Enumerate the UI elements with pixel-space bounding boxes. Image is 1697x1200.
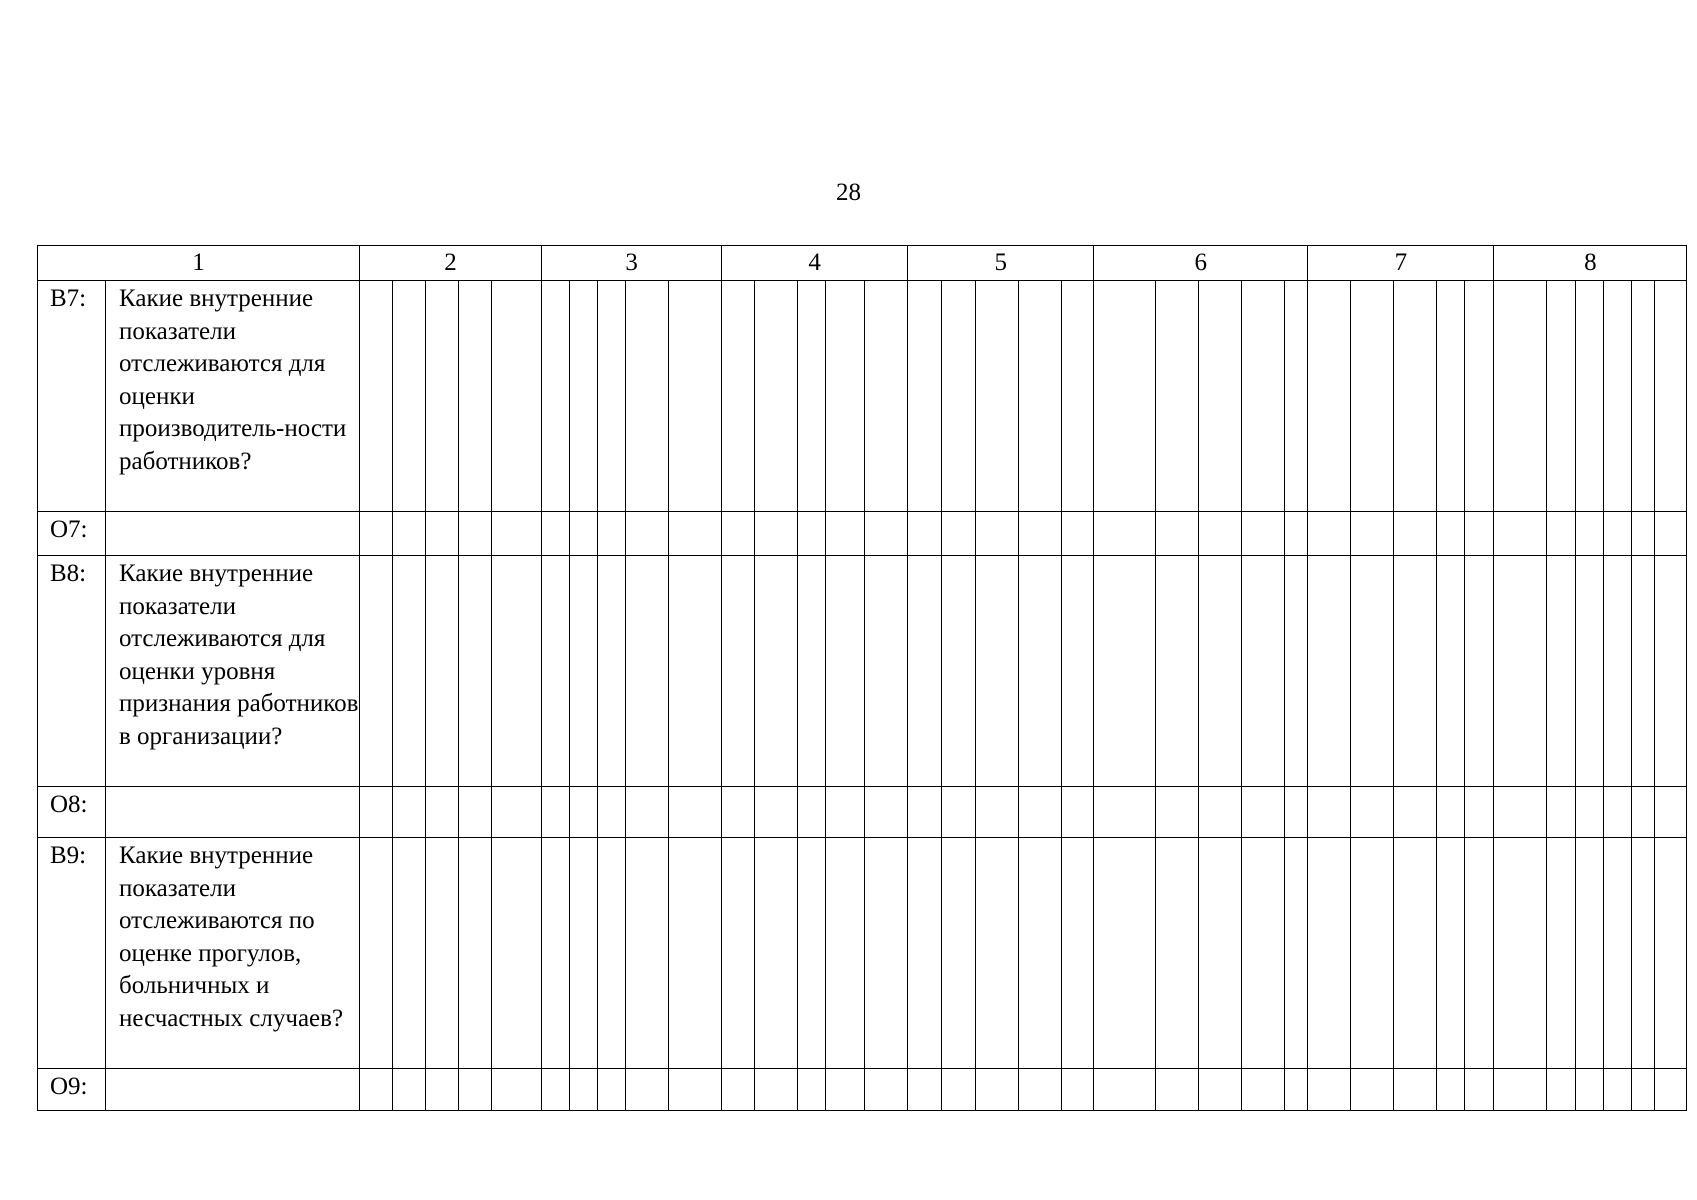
grid-cell[interactable] bbox=[1062, 1069, 1094, 1111]
row-code: О8: bbox=[38, 787, 106, 838]
grid-cell[interactable] bbox=[1394, 512, 1437, 556]
grid-cell[interactable] bbox=[393, 787, 426, 838]
header-col-7: 7 bbox=[1308, 246, 1494, 281]
grid-cell[interactable] bbox=[570, 512, 598, 556]
answer-row-o8 bbox=[38, 787, 1687, 838]
grid-cell[interactable] bbox=[1094, 838, 1156, 1069]
grid-cell[interactable] bbox=[1465, 556, 1494, 787]
grid-cell[interactable] bbox=[908, 1069, 942, 1111]
grid-cell[interactable] bbox=[1156, 512, 1199, 556]
grid-cell[interactable] bbox=[669, 556, 722, 787]
grid-cell[interactable] bbox=[1019, 838, 1062, 1069]
grid-cell[interactable] bbox=[798, 787, 826, 838]
header-col-4: 4 bbox=[722, 246, 908, 281]
grid-cell[interactable] bbox=[1394, 1069, 1437, 1111]
grid-cell[interactable] bbox=[1308, 281, 1351, 512]
grid-cell[interactable] bbox=[1494, 787, 1547, 838]
grid-cell[interactable] bbox=[542, 281, 570, 512]
grid-cell[interactable] bbox=[360, 281, 393, 512]
grid-cell[interactable] bbox=[426, 512, 459, 556]
grid-cell[interactable] bbox=[542, 512, 570, 556]
grid-cell[interactable] bbox=[1655, 1069, 1687, 1111]
grid-cell[interactable] bbox=[669, 838, 722, 1069]
grid-cell[interactable] bbox=[1351, 787, 1394, 838]
question-row-b7 bbox=[38, 281, 1687, 512]
grid-cell[interactable] bbox=[722, 1069, 755, 1111]
grid-cell[interactable] bbox=[1308, 556, 1351, 787]
grid-cell[interactable] bbox=[360, 512, 393, 556]
grid-cell[interactable] bbox=[1576, 1069, 1604, 1111]
grid-cell[interactable] bbox=[570, 556, 598, 787]
grid-cell[interactable] bbox=[1655, 838, 1687, 1069]
answer-field[interactable] bbox=[106, 512, 360, 556]
answer-field[interactable] bbox=[106, 787, 360, 838]
grid-cell[interactable] bbox=[1062, 281, 1094, 512]
grid-cell[interactable] bbox=[826, 1069, 865, 1111]
answer-field[interactable] bbox=[106, 1069, 360, 1111]
grid-cell[interactable] bbox=[1285, 512, 1308, 556]
grid-cell[interactable] bbox=[1465, 838, 1494, 1069]
grid-cell[interactable] bbox=[1632, 787, 1655, 838]
grid-cell[interactable] bbox=[459, 512, 492, 556]
grid-cell[interactable] bbox=[976, 787, 1019, 838]
grid-cell[interactable] bbox=[865, 787, 908, 838]
grid-cell[interactable] bbox=[1547, 512, 1576, 556]
grid-cell[interactable] bbox=[976, 838, 1019, 1069]
header-col-2: 2 bbox=[360, 246, 542, 281]
grid-cell[interactable] bbox=[1308, 512, 1351, 556]
grid-cell[interactable] bbox=[1576, 512, 1604, 556]
grid-cell[interactable] bbox=[1547, 787, 1576, 838]
grid-cell[interactable] bbox=[1094, 556, 1156, 787]
grid-cell[interactable] bbox=[492, 1069, 542, 1111]
grid-cell[interactable] bbox=[976, 1069, 1019, 1111]
grid-cell[interactable] bbox=[1156, 556, 1199, 787]
header-col-8: 8 bbox=[1494, 246, 1687, 281]
header-col-5: 5 bbox=[908, 246, 1094, 281]
grid-cell[interactable] bbox=[1242, 556, 1285, 787]
grid-cell[interactable] bbox=[1437, 556, 1465, 787]
grid-cell[interactable] bbox=[1019, 1069, 1062, 1111]
grid-cell[interactable] bbox=[1308, 1069, 1351, 1111]
grid-cell[interactable] bbox=[1394, 556, 1437, 787]
grid-cell[interactable] bbox=[865, 1069, 908, 1111]
grid-cell[interactable] bbox=[826, 556, 865, 787]
grid-cell[interactable] bbox=[1437, 838, 1465, 1069]
grid-cell[interactable] bbox=[360, 787, 393, 838]
grid-cell[interactable] bbox=[1576, 838, 1604, 1069]
grid-cell[interactable] bbox=[598, 512, 626, 556]
grid-cell[interactable] bbox=[908, 512, 942, 556]
grid-cell[interactable] bbox=[426, 1069, 459, 1111]
grid-cell[interactable] bbox=[798, 281, 826, 512]
grid-cell[interactable] bbox=[798, 512, 826, 556]
grid-cell[interactable] bbox=[492, 838, 542, 1069]
grid-cell[interactable] bbox=[1576, 281, 1604, 512]
grid-cell[interactable] bbox=[393, 512, 426, 556]
grid-cell[interactable] bbox=[669, 787, 722, 838]
grid-cell[interactable] bbox=[1465, 787, 1494, 838]
grid-cell[interactable] bbox=[1156, 1069, 1199, 1111]
grid-cell[interactable] bbox=[626, 1069, 669, 1111]
grid-cell[interactable] bbox=[1242, 512, 1285, 556]
grid-cell[interactable] bbox=[1019, 556, 1062, 787]
grid-cell[interactable] bbox=[1285, 556, 1308, 787]
grid-cell[interactable] bbox=[669, 1069, 722, 1111]
grid-cell[interactable] bbox=[755, 1069, 798, 1111]
row-code: О7: bbox=[38, 512, 106, 556]
grid-cell[interactable] bbox=[1437, 512, 1465, 556]
grid-cell[interactable] bbox=[542, 787, 570, 838]
grid-cell[interactable] bbox=[1494, 512, 1547, 556]
grid-cell[interactable] bbox=[393, 1069, 426, 1111]
header-col-3: 3 bbox=[542, 246, 722, 281]
question-text: Какие внутренние показатели отслеживаются для оценки уровня признания работников в организации? bbox=[106, 556, 360, 787]
question-text: Какие внутренние показатели отслеживаются по оценке прогулов, больничных и несчастных случаев? bbox=[106, 838, 360, 1069]
grid-cell[interactable] bbox=[626, 281, 669, 512]
grid-cell[interactable] bbox=[1199, 281, 1242, 512]
grid-cell[interactable] bbox=[755, 556, 798, 787]
grid-cell[interactable] bbox=[360, 1069, 393, 1111]
grid-cell[interactable] bbox=[570, 1069, 598, 1111]
grid-cell[interactable] bbox=[626, 512, 669, 556]
grid-cell[interactable] bbox=[1604, 512, 1632, 556]
grid-cell[interactable] bbox=[1019, 512, 1062, 556]
grid-cell[interactable] bbox=[722, 512, 755, 556]
grid-cell[interactable] bbox=[542, 556, 570, 787]
grid-cell[interactable] bbox=[1394, 281, 1437, 512]
grid-cell[interactable] bbox=[1199, 512, 1242, 556]
grid-cell[interactable] bbox=[669, 512, 722, 556]
grid-cell[interactable] bbox=[459, 556, 492, 787]
grid-cell[interactable] bbox=[598, 1069, 626, 1111]
grid-cell[interactable] bbox=[393, 838, 426, 1069]
grid-cell[interactable] bbox=[908, 281, 942, 512]
grid-cell[interactable] bbox=[1199, 787, 1242, 838]
grid-cell[interactable] bbox=[722, 787, 755, 838]
grid-cell[interactable] bbox=[942, 556, 976, 787]
grid-cell[interactable] bbox=[1308, 787, 1351, 838]
grid-cell[interactable] bbox=[1156, 281, 1199, 512]
grid-cell[interactable] bbox=[1199, 838, 1242, 1069]
grid-cell[interactable] bbox=[1465, 1069, 1494, 1111]
grid-cell[interactable] bbox=[976, 556, 1019, 787]
grid-cell[interactable] bbox=[426, 838, 459, 1069]
row-code: В8: bbox=[38, 556, 106, 787]
grid-cell[interactable] bbox=[826, 838, 865, 1069]
grid-cell[interactable] bbox=[1632, 838, 1655, 1069]
grid-cell[interactable] bbox=[1199, 556, 1242, 787]
grid-cell[interactable] bbox=[942, 1069, 976, 1111]
grid-cell[interactable] bbox=[755, 512, 798, 556]
question-row-b9 bbox=[38, 838, 1687, 1069]
question-row-b8 bbox=[38, 556, 1687, 787]
grid-cell[interactable] bbox=[1285, 838, 1308, 1069]
grid-cell[interactable] bbox=[1285, 281, 1308, 512]
grid-cell[interactable] bbox=[626, 787, 669, 838]
grid-cell[interactable] bbox=[798, 1069, 826, 1111]
grid-cell[interactable] bbox=[1465, 512, 1494, 556]
grid-cell[interactable] bbox=[942, 787, 976, 838]
grid-cell[interactable] bbox=[1494, 281, 1547, 512]
grid-cell[interactable] bbox=[826, 787, 865, 838]
grid-cell[interactable] bbox=[1199, 1069, 1242, 1111]
grid-cell[interactable] bbox=[1576, 787, 1604, 838]
grid-cell[interactable] bbox=[1604, 787, 1632, 838]
grid-cell[interactable] bbox=[1019, 787, 1062, 838]
grid-cell[interactable] bbox=[1094, 787, 1156, 838]
grid-cell[interactable] bbox=[1604, 1069, 1632, 1111]
grid-cell[interactable] bbox=[1351, 838, 1394, 1069]
grid-cell[interactable] bbox=[598, 556, 626, 787]
grid-cell[interactable] bbox=[542, 1069, 570, 1111]
page-number: 28 bbox=[836, 179, 861, 206]
grid-cell[interactable] bbox=[1632, 281, 1655, 512]
grid-cell[interactable] bbox=[360, 838, 393, 1069]
grid-cell[interactable] bbox=[976, 281, 1019, 512]
grid-cell[interactable] bbox=[908, 787, 942, 838]
grid-cell[interactable] bbox=[1242, 1069, 1285, 1111]
grid-cell[interactable] bbox=[1156, 838, 1199, 1069]
grid-cell[interactable] bbox=[1351, 556, 1394, 787]
grid-cell[interactable] bbox=[492, 512, 542, 556]
grid-cell[interactable] bbox=[1351, 1069, 1394, 1111]
grid-cell[interactable] bbox=[426, 556, 459, 787]
grid-cell[interactable] bbox=[1094, 281, 1156, 512]
row-code: В9: bbox=[38, 838, 106, 1069]
grid-cell[interactable] bbox=[393, 556, 426, 787]
grid-cell[interactable] bbox=[1156, 787, 1199, 838]
survey-table bbox=[37, 245, 1687, 1111]
header-row bbox=[38, 246, 1687, 281]
grid-cell[interactable] bbox=[570, 787, 598, 838]
grid-cell[interactable] bbox=[570, 281, 598, 512]
grid-cell[interactable] bbox=[1242, 787, 1285, 838]
answer-row-o7 bbox=[38, 512, 1687, 556]
grid-cell[interactable] bbox=[798, 556, 826, 787]
grid-cell[interactable] bbox=[1494, 556, 1547, 787]
grid-cell[interactable] bbox=[669, 281, 722, 512]
header-col-1: 1 bbox=[38, 246, 360, 281]
grid-cell[interactable] bbox=[542, 838, 570, 1069]
grid-cell[interactable] bbox=[426, 281, 459, 512]
grid-cell[interactable] bbox=[1437, 281, 1465, 512]
grid-cell[interactable] bbox=[1547, 838, 1576, 1069]
grid-cell[interactable] bbox=[1655, 787, 1687, 838]
grid-cell[interactable] bbox=[1094, 512, 1156, 556]
grid-cell[interactable] bbox=[1632, 1069, 1655, 1111]
grid-cell[interactable] bbox=[1604, 838, 1632, 1069]
grid-cell[interactable] bbox=[1547, 556, 1576, 787]
grid-cell[interactable] bbox=[798, 838, 826, 1069]
grid-cell[interactable] bbox=[908, 556, 942, 787]
grid-cell[interactable] bbox=[1242, 838, 1285, 1069]
grid-cell[interactable] bbox=[722, 281, 755, 512]
grid-cell[interactable] bbox=[459, 281, 492, 512]
grid-cell[interactable] bbox=[1242, 281, 1285, 512]
grid-cell[interactable] bbox=[942, 281, 976, 512]
grid-cell[interactable] bbox=[942, 512, 976, 556]
row-code: В7: bbox=[38, 281, 106, 512]
grid-cell[interactable] bbox=[1351, 281, 1394, 512]
grid-cell[interactable] bbox=[1308, 838, 1351, 1069]
grid-cell[interactable] bbox=[426, 787, 459, 838]
grid-cell[interactable] bbox=[492, 281, 542, 512]
grid-cell[interactable] bbox=[722, 556, 755, 787]
grid-cell[interactable] bbox=[1655, 512, 1687, 556]
question-text: Какие внутренние показатели отслеживаются для оценки производитель-ности работников? bbox=[106, 281, 360, 512]
grid-cell[interactable] bbox=[1062, 787, 1094, 838]
grid-cell[interactable] bbox=[865, 281, 908, 512]
grid-cell[interactable] bbox=[598, 838, 626, 1069]
grid-cell[interactable] bbox=[1604, 281, 1632, 512]
grid-cell[interactable] bbox=[865, 556, 908, 787]
grid-cell[interactable] bbox=[1494, 838, 1547, 1069]
grid-cell[interactable] bbox=[1394, 838, 1437, 1069]
grid-cell[interactable] bbox=[492, 787, 542, 838]
grid-cell[interactable] bbox=[626, 838, 669, 1069]
grid-cell[interactable] bbox=[1547, 1069, 1576, 1111]
grid-cell[interactable] bbox=[755, 787, 798, 838]
grid-cell[interactable] bbox=[1062, 838, 1094, 1069]
grid-cell[interactable] bbox=[459, 838, 492, 1069]
grid-cell[interactable] bbox=[459, 787, 492, 838]
grid-cell[interactable] bbox=[1655, 281, 1687, 512]
grid-cell[interactable] bbox=[626, 556, 669, 787]
grid-cell[interactable] bbox=[1062, 556, 1094, 787]
grid-cell[interactable] bbox=[393, 281, 426, 512]
grid-cell[interactable] bbox=[826, 512, 865, 556]
grid-cell[interactable] bbox=[1604, 556, 1632, 787]
grid-cell[interactable] bbox=[492, 556, 542, 787]
grid-cell[interactable] bbox=[1632, 556, 1655, 787]
grid-cell[interactable] bbox=[1285, 1069, 1308, 1111]
grid-cell[interactable] bbox=[1547, 281, 1576, 512]
grid-cell[interactable] bbox=[755, 281, 798, 512]
grid-cell[interactable] bbox=[1062, 512, 1094, 556]
grid-cell[interactable] bbox=[1576, 556, 1604, 787]
grid-cell[interactable] bbox=[908, 838, 942, 1069]
grid-cell[interactable] bbox=[1465, 281, 1494, 512]
answer-row-o9 bbox=[38, 1069, 1687, 1111]
grid-cell[interactable] bbox=[865, 838, 908, 1069]
grid-cell[interactable] bbox=[570, 838, 598, 1069]
grid-cell[interactable] bbox=[1632, 512, 1655, 556]
grid-cell[interactable] bbox=[1655, 556, 1687, 787]
grid-cell[interactable] bbox=[1494, 1069, 1547, 1111]
grid-cell[interactable] bbox=[1437, 787, 1465, 838]
header-col-6: 6 bbox=[1094, 246, 1308, 281]
grid-cell[interactable] bbox=[1285, 787, 1308, 838]
grid-cell[interactable] bbox=[722, 838, 755, 1069]
grid-cell[interactable] bbox=[360, 556, 393, 787]
grid-cell[interactable] bbox=[1394, 787, 1437, 838]
grid-cell[interactable] bbox=[1351, 512, 1394, 556]
grid-cell[interactable] bbox=[865, 512, 908, 556]
grid-cell[interactable] bbox=[1437, 1069, 1465, 1111]
grid-cell[interactable] bbox=[598, 787, 626, 838]
grid-cell[interactable] bbox=[598, 281, 626, 512]
grid-cell[interactable] bbox=[755, 838, 798, 1069]
row-code: О9: bbox=[38, 1069, 106, 1111]
grid-cell[interactable] bbox=[459, 1069, 492, 1111]
grid-cell[interactable] bbox=[976, 512, 1019, 556]
grid-cell[interactable] bbox=[942, 838, 976, 1069]
grid-cell[interactable] bbox=[1019, 281, 1062, 512]
grid-cell[interactable] bbox=[826, 281, 865, 512]
grid-cell[interactable] bbox=[1094, 1069, 1156, 1111]
